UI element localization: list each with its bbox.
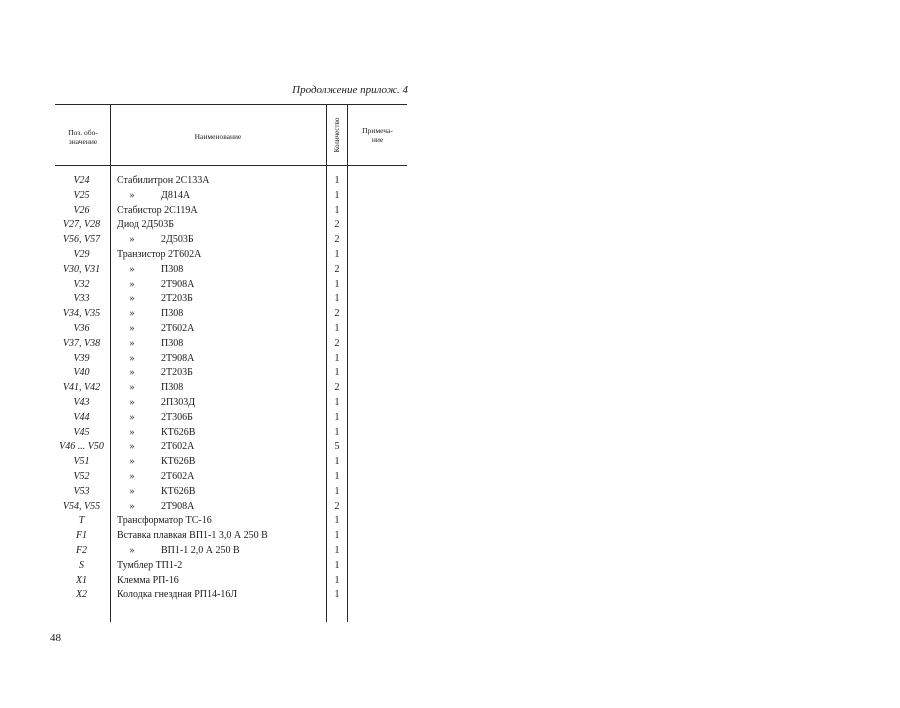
component-name <box>117 500 194 515</box>
component-name: Диод 2Д503Б <box>117 219 175 231</box>
component-name <box>117 381 183 396</box>
component-name <box>117 470 194 485</box>
component-type: 2Т602А <box>161 441 195 453</box>
column-divider-1 <box>110 104 111 622</box>
component-name <box>117 278 194 293</box>
quantity: 1 <box>334 515 340 527</box>
position-designation: V32 <box>73 278 90 290</box>
component-name <box>117 411 193 426</box>
component-name <box>117 455 195 470</box>
position-designation: V36 <box>73 322 90 334</box>
position-designation: V30, V31 <box>62 263 101 275</box>
position-designation: V45 <box>73 426 90 438</box>
header-note: Примеча- ние <box>362 126 393 144</box>
quantity: 1 <box>334 293 340 305</box>
quantity: 2 <box>334 337 340 349</box>
position-designation: V24 <box>73 175 90 186</box>
component-name: Трансформатор ТС-16 <box>117 515 212 527</box>
component-type: 2Т602А <box>161 322 195 334</box>
quantity: 5 <box>334 441 340 453</box>
ditto-mark: » <box>129 367 135 379</box>
ditto-mark: » <box>129 293 135 305</box>
ditto-mark: » <box>129 322 135 334</box>
component-type: ВП1-1 2,0 А 250 В <box>161 544 240 556</box>
ditto-mark: » <box>129 456 135 468</box>
position-designation: V43 <box>73 396 90 408</box>
quantity: 2 <box>334 219 340 231</box>
position-designation: V27, V28 <box>62 219 101 231</box>
component-type: КТ626В <box>161 456 196 468</box>
ditto-mark: » <box>129 441 135 453</box>
component-name <box>117 189 190 204</box>
position-designation: V26 <box>73 204 90 216</box>
ditto-mark: » <box>129 396 135 408</box>
position-designation: F1 <box>75 530 88 542</box>
quantity: 1 <box>334 411 340 423</box>
quantity: 1 <box>334 352 340 364</box>
position-designation: V54, V55 <box>62 500 101 512</box>
component-name <box>117 352 194 367</box>
component-type: 2Д503Б <box>161 234 194 246</box>
position-designation: X1 <box>75 574 88 586</box>
position-designation: V53 <box>73 485 90 497</box>
continuation-caption: Продолжение прилож. 4 <box>292 84 408 96</box>
position-designation: V44 <box>73 411 90 423</box>
quantity: 1 <box>334 470 340 482</box>
header-name: Наименование <box>194 132 242 141</box>
column-divider-3 <box>347 104 348 622</box>
position-designation: V40 <box>73 367 90 379</box>
ditto-mark: » <box>129 234 135 246</box>
position-designation: V33 <box>73 293 90 305</box>
ditto-mark: » <box>129 337 135 349</box>
component-name: Транзистор 2Т602А <box>117 248 202 260</box>
component-name <box>117 544 240 559</box>
component-name <box>117 322 194 337</box>
component-name: Колодка гнездная РП14-16Л <box>117 589 238 601</box>
component-name <box>117 440 194 455</box>
component-name: Тумблер ТП1-2 <box>117 559 183 571</box>
quantity: 1 <box>334 530 340 542</box>
quantity: 2 <box>334 263 340 275</box>
component-type: 2П303Д <box>161 396 196 408</box>
component-name <box>117 233 194 248</box>
position-designation: V46 ... V50 <box>59 441 104 453</box>
table-header-rule <box>55 165 407 166</box>
quantity: 1 <box>334 544 340 556</box>
component-type: 2Т203Б <box>161 367 193 379</box>
position-designation: F2 <box>75 544 88 556</box>
component-type: КТ626В <box>161 485 196 497</box>
quantity: 1 <box>334 574 340 586</box>
position-designation: V41, V42 <box>62 382 101 394</box>
column-divider-2 <box>326 104 327 622</box>
ditto-mark: » <box>129 352 135 364</box>
quantity: 1 <box>334 248 340 260</box>
quantity: 2 <box>334 308 340 320</box>
ditto-mark: » <box>129 278 135 290</box>
component-type: П308 <box>161 308 184 320</box>
header-quantity: Количество <box>333 117 341 153</box>
component-name <box>117 337 183 352</box>
component-type: 2Т602А <box>161 470 195 482</box>
quantity: 1 <box>334 559 340 571</box>
component-type: 2Т908А <box>161 500 195 512</box>
ditto-mark: » <box>129 426 135 438</box>
component-name <box>117 396 195 411</box>
quantity: 1 <box>334 485 340 497</box>
quantity: 1 <box>334 589 340 601</box>
position-designation: X2 <box>75 589 88 601</box>
position-designation: V25 <box>73 189 90 201</box>
component-type: 2Т306Б <box>161 411 193 423</box>
ditto-mark: » <box>129 411 135 423</box>
ditto-mark: » <box>129 263 135 275</box>
component-type: 2Т908А <box>161 278 195 290</box>
ditto-mark: » <box>129 544 135 556</box>
quantity: 1 <box>334 278 340 290</box>
quantity: 1 <box>334 426 340 438</box>
component-type: 2Т203Б <box>161 293 193 305</box>
component-name: Стабистор 2С119А <box>117 204 198 216</box>
component-name <box>117 307 183 322</box>
position-designation: T <box>78 515 85 527</box>
position-designation: V51 <box>73 456 90 468</box>
position-designation: V39 <box>73 352 90 364</box>
header-position-designation: Поз. обо- значение <box>68 128 98 146</box>
ditto-mark: » <box>129 500 135 512</box>
component-type: П308 <box>161 382 184 394</box>
position-designation: S <box>79 559 84 571</box>
quantity: 1 <box>334 367 340 379</box>
component-name <box>117 292 193 307</box>
quantity: 1 <box>334 396 340 408</box>
table-top-rule <box>55 104 407 105</box>
quantity: 2 <box>334 234 340 246</box>
ditto-mark: » <box>129 308 135 320</box>
ditto-mark: » <box>129 382 135 394</box>
quantity: 2 <box>334 500 340 512</box>
component-type: П308 <box>161 337 184 349</box>
component-type: 2Т908А <box>161 352 195 364</box>
component-name <box>117 366 193 381</box>
quantity: 1 <box>334 456 340 468</box>
component-name: Стабилитрон 2С133А <box>117 175 210 186</box>
component-name: Клемма РП-16 <box>117 574 179 586</box>
component-type: Д814А <box>161 189 191 201</box>
page-number: 48 <box>50 632 61 644</box>
ditto-mark: » <box>129 485 135 497</box>
quantity: 1 <box>334 175 340 186</box>
quantity: 2 <box>334 382 340 394</box>
component-type: П308 <box>161 263 184 275</box>
ditto-mark: » <box>129 189 135 201</box>
position-designation: V56, V57 <box>62 234 101 246</box>
component-name: Вставка плавкая ВП1-1 3,0 А 250 В <box>117 530 268 542</box>
ditto-mark: » <box>129 470 135 482</box>
quantity: 1 <box>334 189 340 201</box>
position-designation: V34, V35 <box>62 308 101 320</box>
component-name <box>117 485 195 500</box>
quantity: 1 <box>334 322 340 334</box>
component-name <box>117 426 195 441</box>
position-designation: V52 <box>73 470 90 482</box>
position-designation: V29 <box>73 248 90 260</box>
position-designation: V37, V38 <box>62 337 101 349</box>
component-type: КТ626В <box>161 426 196 438</box>
component-name <box>117 263 183 278</box>
quantity: 1 <box>334 204 340 216</box>
